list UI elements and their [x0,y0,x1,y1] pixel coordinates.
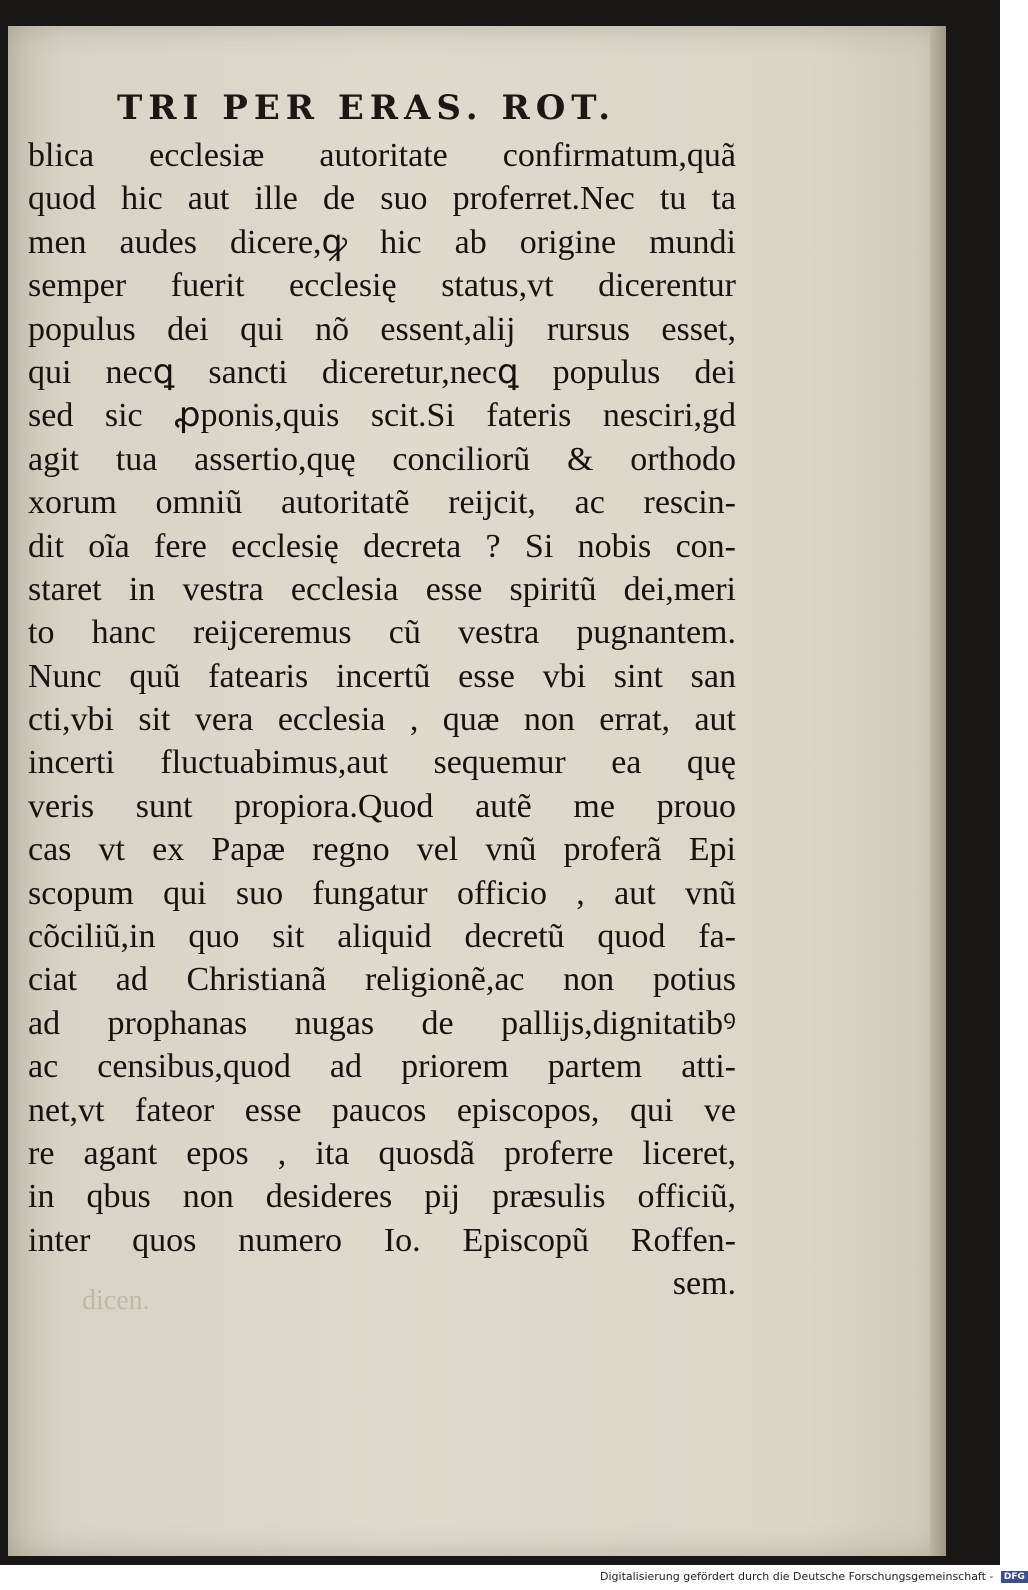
text-line: in qbus non desideres pij præsulis officiũ, [28,1178,736,1216]
text-line: ac censibus,quod ad priorem partem atti- [28,1048,736,1086]
text-line-last: sem. [672,1265,736,1303]
dfg-logo: DFG [1001,1571,1028,1583]
text-line: inter quos numero Io. Episcopũ Roffen- [28,1221,736,1259]
text-line: agit tua assertio,quę conciliorũ & orthodo [28,440,736,478]
text-line: qui necꝗ sancti diceretur,necꝗ populus dei [28,353,736,391]
text-line: incerti fluctuabimus,aut sequemur ea quę [28,744,736,782]
text-line: net,vt fateor esse paucos episcopos, qui ve [28,1091,736,1129]
footer-text: Digitalisierung gefördert durch die Deutsche Forschungsgemeinschaft - [600,1570,994,1583]
body-text [28,134,736,1306]
text-line: staret in vestra ecclesia esse spiritũ dei,meri [28,570,736,608]
text-line: blica ecclesiæ autoritate confirmatum,quã [28,137,736,174]
text-line: veris sunt propiora.Quod autẽ me prouo [28,787,736,825]
text-line: populus dei qui nõ essent,alij rursus esset, [28,310,736,348]
text-line: xorum omniũ autoritatẽ reijcit, ac rescin- [28,484,736,522]
text-line: quod hic aut ille de suo proferret.Nec tu ta [28,180,736,218]
text-line: men audes dicere,ꝙ hic ab origine mundi [28,223,736,261]
text-line: ciat ad Christianã religionẽ,ac non potius [28,961,736,999]
text-line: sed sic ꝓponis,quis scit.Si fateris nesciri,gd [28,397,736,435]
text-line: re agant epos , ita quosdã proferre liceret, [28,1134,736,1172]
text-line: cas vt ex Papæ regno vel vnũ proferã Epi [28,831,736,869]
digitization-footer [600,1570,1028,1583]
text-line: cõciliũ,in quo sit aliquid decretũ quod fa- [28,918,736,956]
page-edge [930,26,946,1556]
text-line: scopum qui suo fungatur officio , aut vnũ [28,874,736,912]
running-header: TRI PER ERAS. ROT. [117,88,617,128]
text-line: semper fuerit ecclesię status,vt dicerentur [28,267,736,305]
text-line: to hanc reijceremus cũ vestra pugnantem. [28,614,736,652]
bleed-through-catchword: dicen. [82,1285,150,1316]
text-line: cti,vbi sit vera ecclesia , quæ non errat, aut [28,701,736,739]
text-line: Nunc quũ fatearis incertũ esse vbi sint san [28,657,736,695]
text-line: dit oĩa fere ecclesię decreta ? Si nobis con- [28,527,736,565]
text-line: ad prophanas nugas de pallijs,dignitatibꝰ [28,1004,736,1042]
